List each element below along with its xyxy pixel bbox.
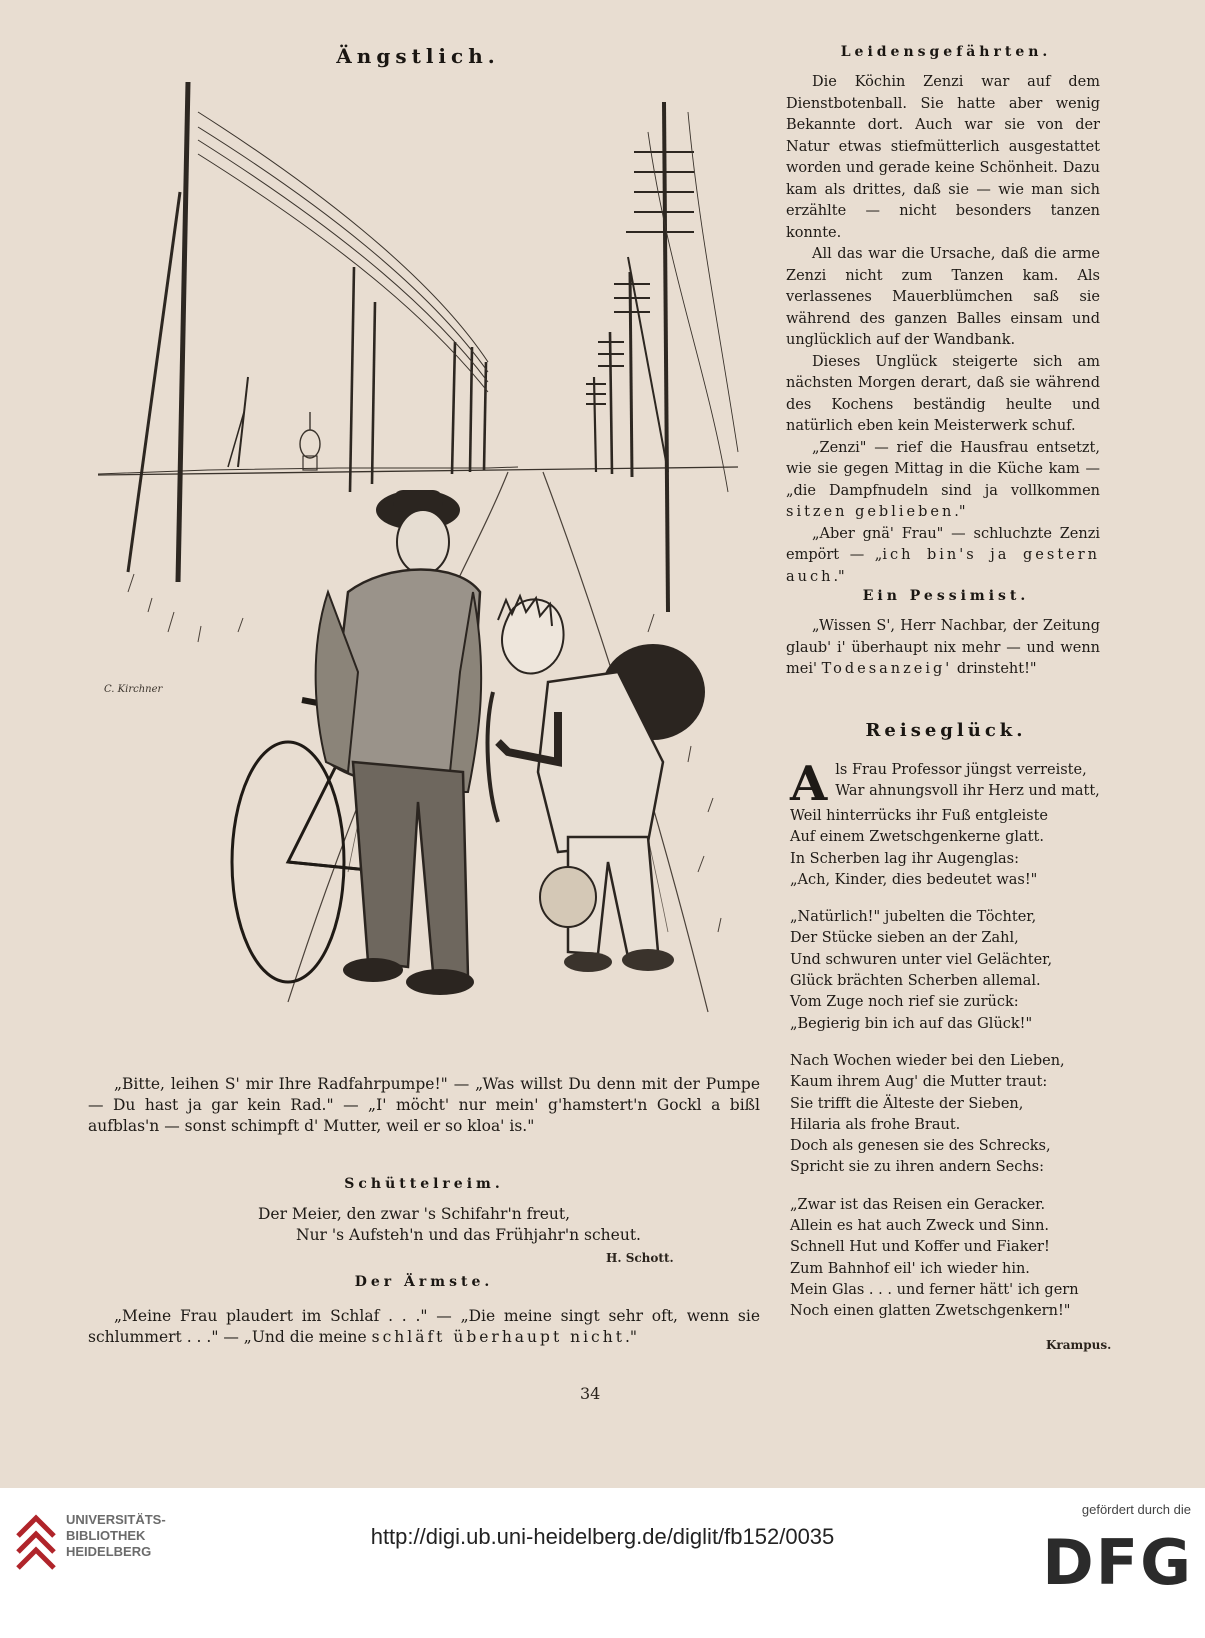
page-number: 34: [580, 1384, 601, 1403]
leidens-paragraph-2: All das war die Ursache, daß die arme Zenzi nicht zum Tanzen kam. Als verlassenes Mauerblümchen saß sie während des ganzen Balles einsam und unglücklich auf der Wandbank.: [786, 246, 1100, 348]
poem-line: Nach Wochen wieder bei den Lieben,: [790, 1052, 1065, 1069]
funded-by-label: gefördert durch die: [1081, 1502, 1191, 1517]
poem-line: Zum Bahnhof eil' ich wieder hin.: [790, 1260, 1030, 1277]
poem-line: Mein Glas . . . und ferner hätt' ich gern: [790, 1281, 1079, 1298]
poem-line: „Natürlich!" jubelten die Töchter,: [790, 909, 1037, 926]
poem-line: „Zwar ist das Reisen ein Geracker.: [790, 1196, 1046, 1213]
poem-line: Schnell Hut und Koffer und Fiaker!: [790, 1239, 1050, 1256]
poem-line: Der Stücke sieben an der Zahl,: [790, 930, 1019, 947]
stanza-4: [790, 1195, 1106, 1323]
leidens-paragraph-3: Dieses Unglück steigerte sich am nächsten Morgen derart, daß sie während des Kochens beständig heulte und natürlich eben kein Meisterwerk schuf.: [786, 353, 1100, 434]
stanza-2: [790, 907, 1106, 1035]
poem-line: War ahnungsvoll ihr Herz und matt,: [835, 783, 1100, 800]
library-line-3: HEIDELBERG: [66, 1544, 152, 1559]
footer-bar: [0, 1488, 1205, 1638]
title-aengstlich: Ängstlich.: [336, 44, 500, 68]
pessimist-paragraph: „Wissen S', Herr Nachbar, der Zeitung glaub' i' überhaupt nix mehr — und wenn mei' Todesanzeig' drinsteht!": [786, 618, 1100, 677]
dropcap: A: [790, 756, 828, 812]
library-line-1: UNIVERSITÄTS-: [66, 1512, 166, 1527]
stanza-1: [790, 756, 1106, 891]
poem-line: Kaum ihrem Aug' die Mutter traut:: [790, 1074, 1048, 1091]
poem-line: „Ach, Kinder, dies bedeutet was!": [790, 871, 1038, 888]
poem-line: Allein es hat auch Zweck und Sinn.: [790, 1218, 1050, 1235]
poem-line: Noch einen glatten Zwetschgenkern!": [790, 1303, 1071, 1320]
poem-line: ls Frau Professor jüngst verreiste,: [835, 762, 1087, 778]
title-schuettelreim: Schüttelreim.: [344, 1176, 504, 1192]
title-leidensgefaehrten: Leidensgefährten.: [840, 44, 1052, 60]
schuettelreim-author: H. Schott.: [606, 1251, 674, 1265]
leidens-paragraph-5: „Aber gnä' Frau" — schluchzte Zenzi empört — „ich bin's ja gestern auch.": [786, 525, 1100, 585]
library-line-2: BIBLIOTHEK: [66, 1528, 146, 1543]
poem-line: Spricht sie zu ihren andern Sechs:: [790, 1159, 1044, 1176]
title-aermste: Der Ärmste.: [354, 1274, 494, 1290]
poem-line: In Scherben lag ihr Augenglas:: [790, 850, 1019, 867]
leidens-paragraph-1: Die Köchin Zenzi war auf dem Dienstbotenball. Sie hatte aber wenig Bekannte dort. Auch war sie von der Natur etwas stiefmütterlich ausgestattet worden und gerade keine Schönheit. Dazu kam als drittes, daß sie — wie man sich erzählte — nicht besonders tanzen konnte.: [786, 74, 1100, 241]
poem-line: „Begierig bin ich auf das Glück!": [790, 1015, 1033, 1032]
aermste-text: [88, 1306, 760, 1348]
boy-figure: [488, 596, 705, 972]
poem-line: Glück brächten Scherben allemal.: [790, 973, 1041, 990]
poem-line: Und schwuren unter viel Gelächter,: [790, 951, 1053, 968]
caption-text: „Bitte, leihen S' mir Ihre Radfahrpumpe!" — „Was willst Du denn mit der Pumpe — Du hast ja gar kein Rad." — „I' möcht' nur mein' g'hamstert'n Gockl a bißl aufblas'n — sonst schimpft d' Mutter, weil er so kloa' is.": [88, 1075, 760, 1136]
schuettelreim-verse: [258, 1204, 641, 1247]
reiseglueck-poem: [790, 756, 1106, 1339]
poem-line: Vom Zuge noch rief sie zurück:: [790, 994, 1019, 1011]
permalink-url[interactable]: http://digi.ub.uni-heidelberg.de/diglit/fb152/0035: [370, 1524, 835, 1549]
schuettelreim-line-1: Der Meier, den zwar 's Schifahr'n freut,: [258, 1205, 571, 1223]
artist-signature: C. Kirchner: [104, 684, 163, 695]
schuettelreim-line-2: Nur 's Aufsteh'n und das Frühjahr'n scheut.: [296, 1226, 641, 1245]
poem-line: Doch als genesen sie des Schrecks,: [790, 1138, 1051, 1155]
aermste-paragraph: „Meine Frau plaudert im Schlaf . . ." — „Die meine singt sehr oft, wenn sie schlummert . . ." — „Und die meine schläft überhaupt nicht.": [88, 1307, 760, 1347]
pessimist-text: [786, 616, 1100, 681]
leidensgefaehrten-text: [786, 72, 1100, 588]
title-pessimist: Ein Pessimist.: [862, 588, 1030, 604]
leidens-paragraph-4: „Zenzi" — rief die Hausfrau entsetzt, wie sie gegen Mittag in die Küche kam — „die Dampfnudeln sind ja vollkommen sitzen geblieben.": [786, 439, 1100, 520]
reiseglueck-author: Krampus.: [1046, 1338, 1112, 1352]
poem-line: Weil hinterrücks ihr Fuß entgleiste: [790, 808, 1049, 824]
dfg-logo: DFG: [1042, 1526, 1193, 1599]
poem-line: Sie trifft die Älteste der Sieben,: [790, 1095, 1024, 1112]
man-figure: [316, 490, 482, 995]
stanza-3: [790, 1051, 1106, 1179]
poem-line: Auf einem Zwetschgenkerne glatt.: [790, 829, 1044, 846]
caption-aengstlich: [88, 1074, 760, 1138]
poem-line: Hilaria als frohe Braut.: [790, 1116, 961, 1133]
illustration-road-scene: [88, 72, 748, 1032]
title-reiseglueck: Reiseglück.: [865, 720, 1027, 741]
